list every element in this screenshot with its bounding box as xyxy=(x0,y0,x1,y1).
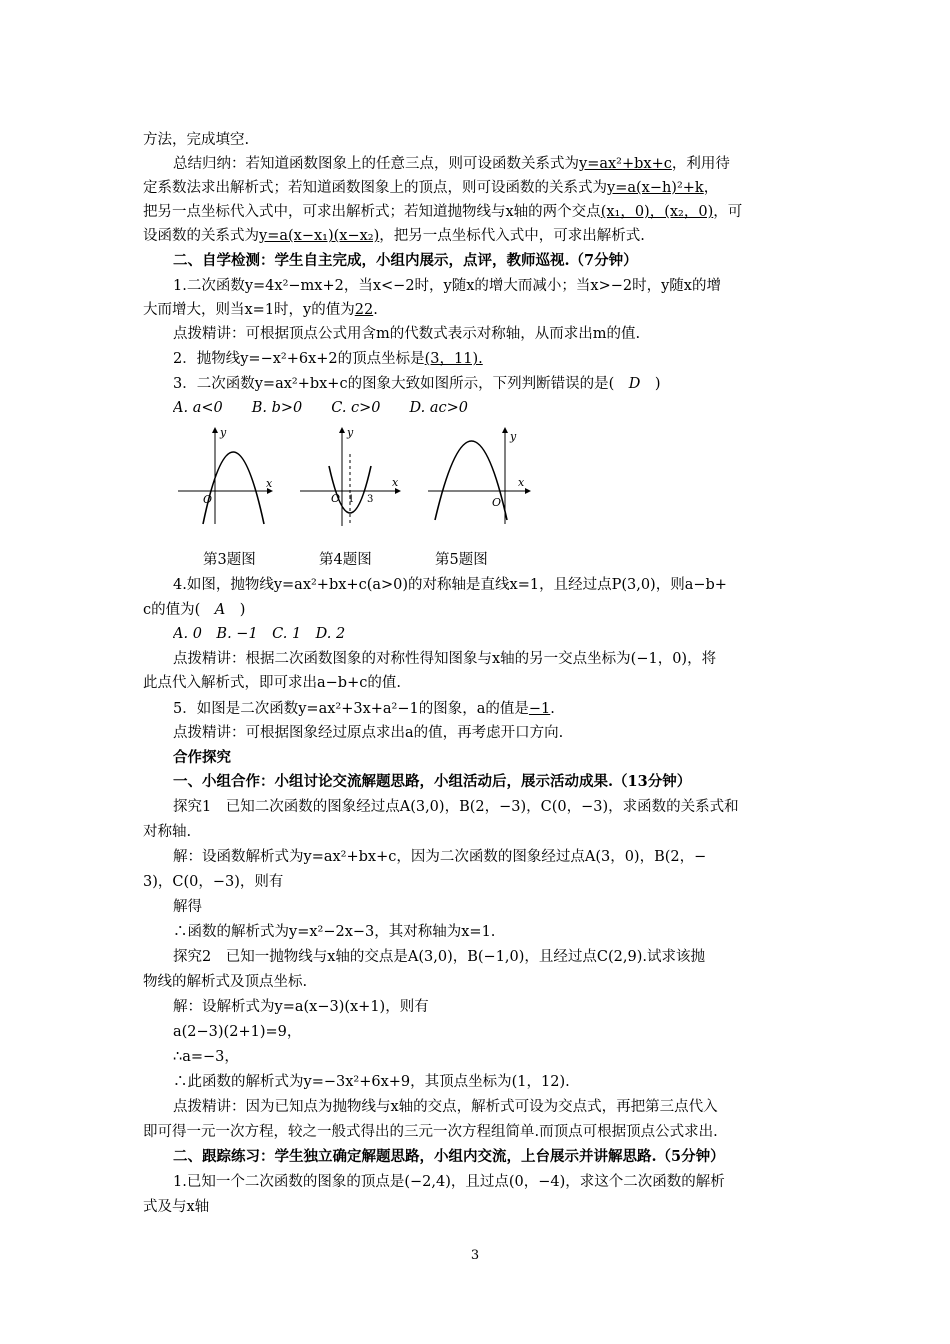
section-heading: 二、跟踪练习：学生独立确定解题思路，小组内交流，上台展示并讲解思路.（5分钟） xyxy=(173,1148,725,1165)
tick-label: 3 xyxy=(367,494,374,505)
explore-2: 探究2 已知一抛物线与x轴的交点是A(3,0)，B(−1,0)，且经过点C(2,9).试求该抛 xyxy=(173,949,706,965)
solution-text: ∴此函数的解析式为y=−3x²+6x+9，其顶点坐标为(1，12). xyxy=(173,1074,570,1090)
solution-text: ∴a=−3， xyxy=(173,1049,239,1065)
page-number: 3 xyxy=(470,1248,480,1263)
figures-row xyxy=(170,420,540,530)
answer-letter: D xyxy=(628,376,641,392)
answer-letter: A xyxy=(214,602,226,618)
text-line: 对称轴. xyxy=(143,824,192,840)
solution-text: 解：设解析式为y=a(x−3)(x+1)，则有 xyxy=(173,999,429,1015)
text-line: 3)，C(0，−3)，则有 xyxy=(143,874,284,890)
x-axis-label: x xyxy=(266,477,273,490)
tick-label: 1 xyxy=(348,494,355,505)
text-line: 把另一点坐标代入式中，可求出解析式；若知道抛物线与x轴的两个交点(x₁，0)，(x₂，0)，可 xyxy=(143,204,743,220)
solution-text: ∴函数的解析式为y=x²−2x−3，其对称轴为x=1. xyxy=(173,924,496,940)
figure-5-caption: 第5题图 xyxy=(435,552,488,568)
origin-label: O xyxy=(203,493,213,506)
x-axis-label: x xyxy=(392,476,399,489)
hint-text: 点拨精讲：可根据顶点公式用含m的代数式表示对称轴，从而求出m的值. xyxy=(173,326,641,342)
text-line: 方法，完成填空. xyxy=(143,132,250,148)
text-line: c的值为( A ) xyxy=(143,602,246,618)
origin-label: O xyxy=(492,496,502,509)
summary-paragraph: 总结归纳：若知道函数图象上的任意三点，则可设函数关系式为y=ax²+bx+c，利用待 xyxy=(173,156,730,172)
figure-3-graph xyxy=(178,426,273,524)
figure-5-graph xyxy=(428,428,530,524)
text-line: 物线的解析式及顶点坐标. xyxy=(143,974,308,990)
explore-1: 探究1 已知二次函数的图象经过点A(3,0)，B(2，−3)，C(0，−3)，求函数的关系式和 xyxy=(173,799,739,815)
question-4: 4.如图，抛物线y=ax²+bx+c(a>0)的对称轴是直线x=1，且经过点P(3,0)，则a−b+ xyxy=(173,577,727,593)
text-line: 定系数法求出解析式；若知道函数图象上的顶点，则可设函数的关系式为y=a(x−h)²+k， xyxy=(143,180,719,196)
question-1: 1.二次函数y=4x²−mx+2，当x<−2时，y随x的增大而减小；当x>−2时，y随x的增 xyxy=(173,278,721,294)
hint-text: 点拨精讲：因为已知点为抛物线与x轴的交点，解析式可设为交点式，再把第三点代入 xyxy=(173,1099,718,1115)
text-line: 即可得一元一次方程，较之一般式得出的三元一次方程组简单.而顶点可根据顶点公式求出. xyxy=(143,1124,718,1140)
x-axis-label: x xyxy=(518,476,525,489)
question-5: 5．如图是二次函数y=ax²+3x+a²−1的图象，a的值是−1. xyxy=(173,701,555,717)
parabola-curve xyxy=(203,452,264,524)
solution-text: a(2−3)(2+1)=9， xyxy=(173,1024,302,1040)
text-line: 式及与x轴 xyxy=(143,1199,210,1215)
text-line: 设函数的关系式为y=a(x−x₁)(x−x₂)，把另一点坐标代入式中，可求出解析式. xyxy=(143,228,645,244)
solution-text: 解得 xyxy=(173,899,202,915)
y-axis-label: y xyxy=(510,430,517,443)
figure-4-caption: 第4题图 xyxy=(319,552,372,568)
text-line: 此点代入解析式，即可求出a−b+c的值. xyxy=(143,675,401,691)
figure-3-caption: 第3题图 xyxy=(203,552,256,568)
figure-4-graph xyxy=(300,426,400,526)
question-3: 3．二次函数y=ax²+bx+c的图象大致如图所示，下列判断错误的是( D ) xyxy=(173,376,661,392)
solution-text: 解：设函数解析式为y=ax²+bx+c，因为二次函数的图象经过点A(3，0)，B(2，− xyxy=(173,849,707,865)
origin-label: O xyxy=(331,492,341,505)
options-line: A. 0 B. −1 C. 1 D. 2 xyxy=(173,626,346,642)
y-axis-label: y xyxy=(220,426,227,439)
hint-text: 点拨精讲：根据二次函数图象的对称性得知图象与x轴的另一交点坐标为(−1，0)，将 xyxy=(173,651,717,667)
section-heading: 合作探究 xyxy=(173,749,231,766)
y-axis-label: y xyxy=(347,426,354,439)
question-2: 2．抛物线y=−x²+6x+2的顶点坐标是(3，11). xyxy=(173,351,483,367)
hint-text: 点拨精讲：可根据图象经过原点求出a的值，再考虑开口方向. xyxy=(173,725,564,741)
options-line: A. a<0 B. b>0 C. c>0 D. ac>0 xyxy=(173,400,468,416)
exercise-1: 1.已知一个二次函数的图象的顶点是(−2,4)，且过点(0，−4)，求这个二次函数的解析 xyxy=(173,1174,725,1190)
text-line: 大而增大，则当x=1时，y的值为22. xyxy=(143,302,378,318)
section-heading: 一、小组合作：小组讨论交流解题思路，小组活动后，展示活动成果.（13分钟） xyxy=(173,773,692,790)
section-heading: 二、自学检测：学生自主完成，小组内展示，点评，教师巡视.（7分钟） xyxy=(173,252,638,269)
